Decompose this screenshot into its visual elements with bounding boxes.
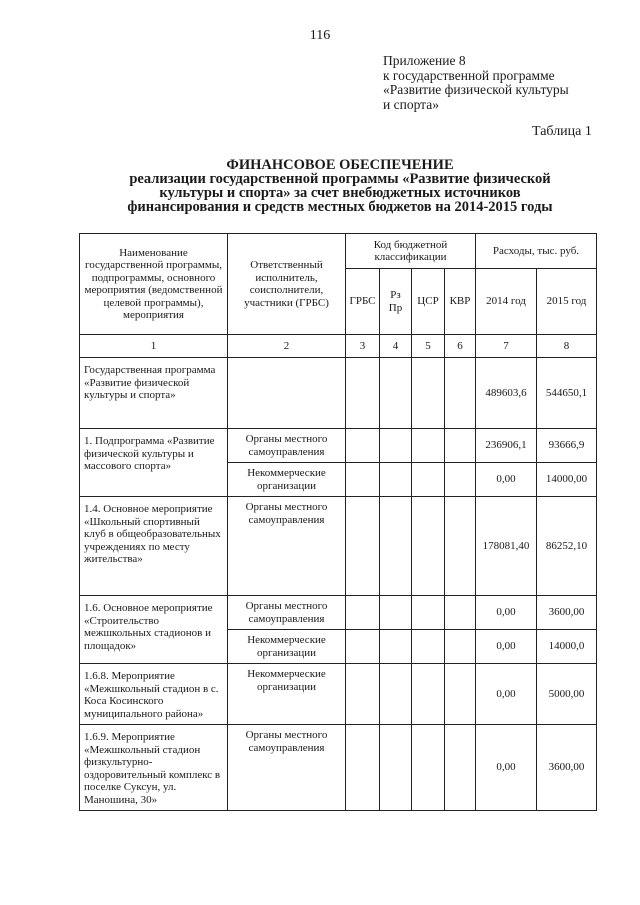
- csr-cell: [412, 358, 445, 429]
- grbs-cell: [346, 630, 380, 664]
- column-number: 7: [476, 335, 537, 358]
- table-row: [80, 497, 597, 596]
- program-name-cell: 1.4. Основное мероприятие «Школьный спортивный клуб в общеобразовательных учреждениях по месту жительства»: [80, 497, 228, 596]
- header-rzpr: Рз Пр: [380, 269, 412, 335]
- page-number: 116: [309, 28, 331, 43]
- title-line: ФИНАНСОВОЕ ОБЕСПЕЧЕНИЕ: [226, 157, 454, 173]
- amount-2015-cell: 14000,0: [537, 630, 597, 664]
- header-2014: 2014 год: [476, 269, 537, 335]
- table-row: [80, 429, 597, 463]
- executor-cell: Некоммерческие организации: [228, 463, 346, 497]
- table-row: [80, 664, 597, 725]
- column-number: 3: [346, 335, 380, 358]
- amount-2015-cell: 3600,00: [537, 725, 597, 811]
- kvr-cell: [445, 429, 476, 463]
- financing-table: [79, 233, 597, 811]
- table-row: [80, 596, 597, 630]
- rzpr-cell: [380, 664, 412, 725]
- column-number-row: [80, 335, 597, 358]
- rzpr-cell: [380, 630, 412, 664]
- rzpr-cell: [380, 358, 412, 429]
- appendix-reference: [383, 54, 569, 112]
- header-grbs: ГРБС: [346, 269, 380, 335]
- column-number: 8: [537, 335, 597, 358]
- header-executor: Ответственный исполнитель, соисполнители, участники (ГРБС): [228, 234, 346, 335]
- appendix-line: и спорта»: [383, 96, 439, 112]
- csr-cell: [412, 596, 445, 630]
- title-line: финансирования и средств местных бюджетов на 2014-2015 годы: [127, 199, 553, 215]
- kvr-cell: [445, 725, 476, 811]
- amount-2015-cell: 3600,00: [537, 596, 597, 630]
- amount-2015-cell: 86252,10: [537, 497, 597, 596]
- column-number: 6: [445, 335, 476, 358]
- executor-cell: Органы местного самоуправления: [228, 497, 346, 596]
- title-line: культуры и спорта» за счет внебюджетных источников: [159, 185, 521, 201]
- document-title: [0, 158, 640, 214]
- amount-2015-cell: 5000,00: [537, 664, 597, 725]
- header-row: [80, 234, 597, 269]
- kvr-cell: [445, 497, 476, 596]
- amount-2015-cell: 544650,1: [537, 358, 597, 429]
- grbs-cell: [346, 358, 380, 429]
- amount-2014-cell: 0,00: [476, 725, 537, 811]
- amount-2014-cell: 0,00: [476, 463, 537, 497]
- column-number: 1: [80, 335, 228, 358]
- rzpr-cell: [380, 725, 412, 811]
- executor-cell: [228, 358, 346, 429]
- appendix-line: Приложение 8: [383, 53, 466, 68]
- amount-2014-cell: 489603,6: [476, 358, 537, 429]
- amount-2015-cell: 93666,9: [537, 429, 597, 463]
- executor-cell: Органы местного самоуправления: [228, 596, 346, 630]
- column-number: 2: [228, 335, 346, 358]
- table-label: Таблица 1: [532, 124, 592, 139]
- appendix-line: к государственной программе: [383, 67, 555, 83]
- rzpr-cell: [380, 429, 412, 463]
- kvr-cell: [445, 358, 476, 429]
- grbs-cell: [346, 429, 380, 463]
- header-expenses: Расходы, тыс. руб.: [476, 234, 597, 269]
- program-name-cell: 1.6.8. Мероприятие «Межшкольный стадион в с. Коса Косинского муниципального района»: [80, 664, 228, 725]
- column-number: 5: [412, 335, 445, 358]
- kvr-cell: [445, 463, 476, 497]
- rzpr-cell: [380, 463, 412, 497]
- csr-cell: [412, 630, 445, 664]
- table-row: [80, 358, 597, 429]
- header-kvr: КВР: [445, 269, 476, 335]
- table-row: [80, 725, 597, 811]
- kvr-cell: [445, 664, 476, 725]
- grbs-cell: [346, 596, 380, 630]
- csr-cell: [412, 725, 445, 811]
- executor-cell: Некоммерческие организации: [228, 664, 346, 725]
- kvr-cell: [445, 596, 476, 630]
- amount-2014-cell: 236906,1: [476, 429, 537, 463]
- executor-cell: Органы местного самоуправления: [228, 725, 346, 811]
- executor-cell: Органы местного самоуправления: [228, 429, 346, 463]
- program-name-cell: 1.6. Основное мероприятие «Строительство межшкольных стадионов и площадок»: [80, 596, 228, 664]
- grbs-cell: [346, 664, 380, 725]
- csr-cell: [412, 429, 445, 463]
- rzpr-cell: [380, 497, 412, 596]
- header-2015: 2015 год: [537, 269, 597, 335]
- amount-2014-cell: 0,00: [476, 630, 537, 664]
- header-budget-code: Код бюджетной классификации: [346, 234, 476, 269]
- amount-2014-cell: 0,00: [476, 664, 537, 725]
- csr-cell: [412, 664, 445, 725]
- amount-2014-cell: 178081,40: [476, 497, 537, 596]
- program-name-cell: Государственная программа «Развитие физической культуры и спорта»: [80, 358, 228, 429]
- kvr-cell: [445, 630, 476, 664]
- program-name-cell: 1. Подпрограмма «Развитие физической культуры и массового спорта»: [80, 429, 228, 497]
- grbs-cell: [346, 497, 380, 596]
- csr-cell: [412, 463, 445, 497]
- executor-cell: Некоммерческие организации: [228, 630, 346, 664]
- grbs-cell: [346, 725, 380, 811]
- csr-cell: [412, 497, 445, 596]
- grbs-cell: [346, 463, 380, 497]
- rzpr-cell: [380, 596, 412, 630]
- header-csr: ЦСР: [412, 269, 445, 335]
- amount-2015-cell: 14000,00: [537, 463, 597, 497]
- column-number: 4: [380, 335, 412, 358]
- table-body: [80, 234, 597, 811]
- appendix-line: «Развитие физической культуры: [383, 82, 569, 97]
- title-line: реализации государственной программы «Развитие физической: [129, 171, 551, 187]
- program-name-cell: 1.6.9. Мероприятие «Межшкольный стадион физкультурно-оздоровительный комплекс в поселке Суксун, ул. Маношина, 30»: [80, 725, 228, 811]
- amount-2014-cell: 0,00: [476, 596, 537, 630]
- header-name: Наименование государственной программы, подпрограммы, основного мероприятия (ведомственной целевой программы), мероприятия: [80, 234, 228, 335]
